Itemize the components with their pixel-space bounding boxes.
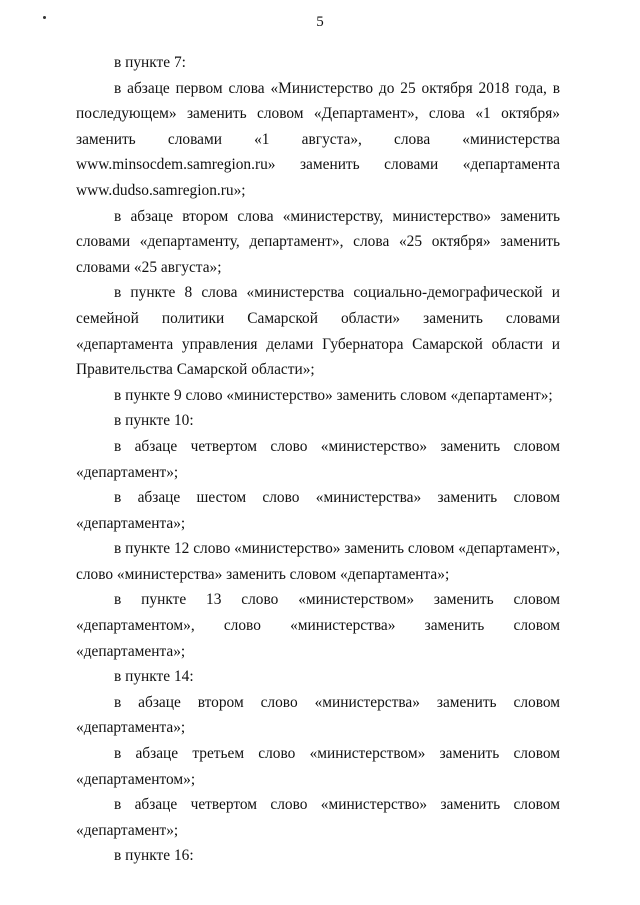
paragraph-second-abzats: в абзаце втором слова «министерству, министерство» заменить словами «департаменту, департамент», слова «25 октября» заменить словами «25 августа»; — [76, 207, 560, 276]
paragraph-point-14-abzats-3: в абзаце третьем слово «министерством» заменить словом «департаментом»; — [76, 745, 560, 788]
paragraph-point-10-abzats-4: в абзаце четвертом слово «министерство» заменить словом «департамент»; — [76, 437, 560, 481]
paragraph-point-8: в пункте 8 слова «министерства социально-демографической и семейной политики Самарской области» заменить словами «департамента управления делами Губернатора Самарской области и Правительства Самарской области»; — [76, 284, 560, 379]
paragraph-point-14-abzats-2: в абзаце втором слово «министерства» заменить словом «департамента»; — [76, 693, 560, 737]
paragraph-point-14: в пункте 14: — [114, 668, 194, 686]
paragraph-point-10-abzats-6: в абзаце шестом слово «министерства» заменить словом «департамента»; — [76, 489, 560, 532]
paragraph-point-16: в пункте 16: — [114, 847, 194, 865]
paragraph-first-abzats: в абзаце первом слова «Министерство до 25 октября 2018 года, в последующем» заменить словом «Департамент», слова «1 октября» заменить словами «1 августа», слова «министерства www.minsocdem.samregion.ru» заменить словами «департамента www.dudso.samregion.ru»; — [76, 79, 560, 199]
paragraph-point-13: в пункте 13 слово «министерством» заменить словом «департаментом», слово «министерства» заменить словом «департамента»; — [76, 591, 560, 660]
document-body — [76, 50, 560, 869]
paragraph-point-7: в пункте 7: — [114, 54, 186, 71]
paragraph-point-12: в пункте 12 слово «министерство» заменить словом «департамент», слово «министерства» заменить словом «департамента»; — [76, 540, 560, 583]
paragraph-point-10: в пункте 10: — [114, 412, 194, 430]
paragraph-point-14-abzats-4: в абзаце четвертом слово «министерство» заменить словом «департамент»; — [76, 796, 560, 839]
paragraph-point-9: в пункте 9 слово «министерство» заменить словом «департамент»; — [114, 386, 553, 404]
page-number: 5 — [316, 14, 324, 30]
